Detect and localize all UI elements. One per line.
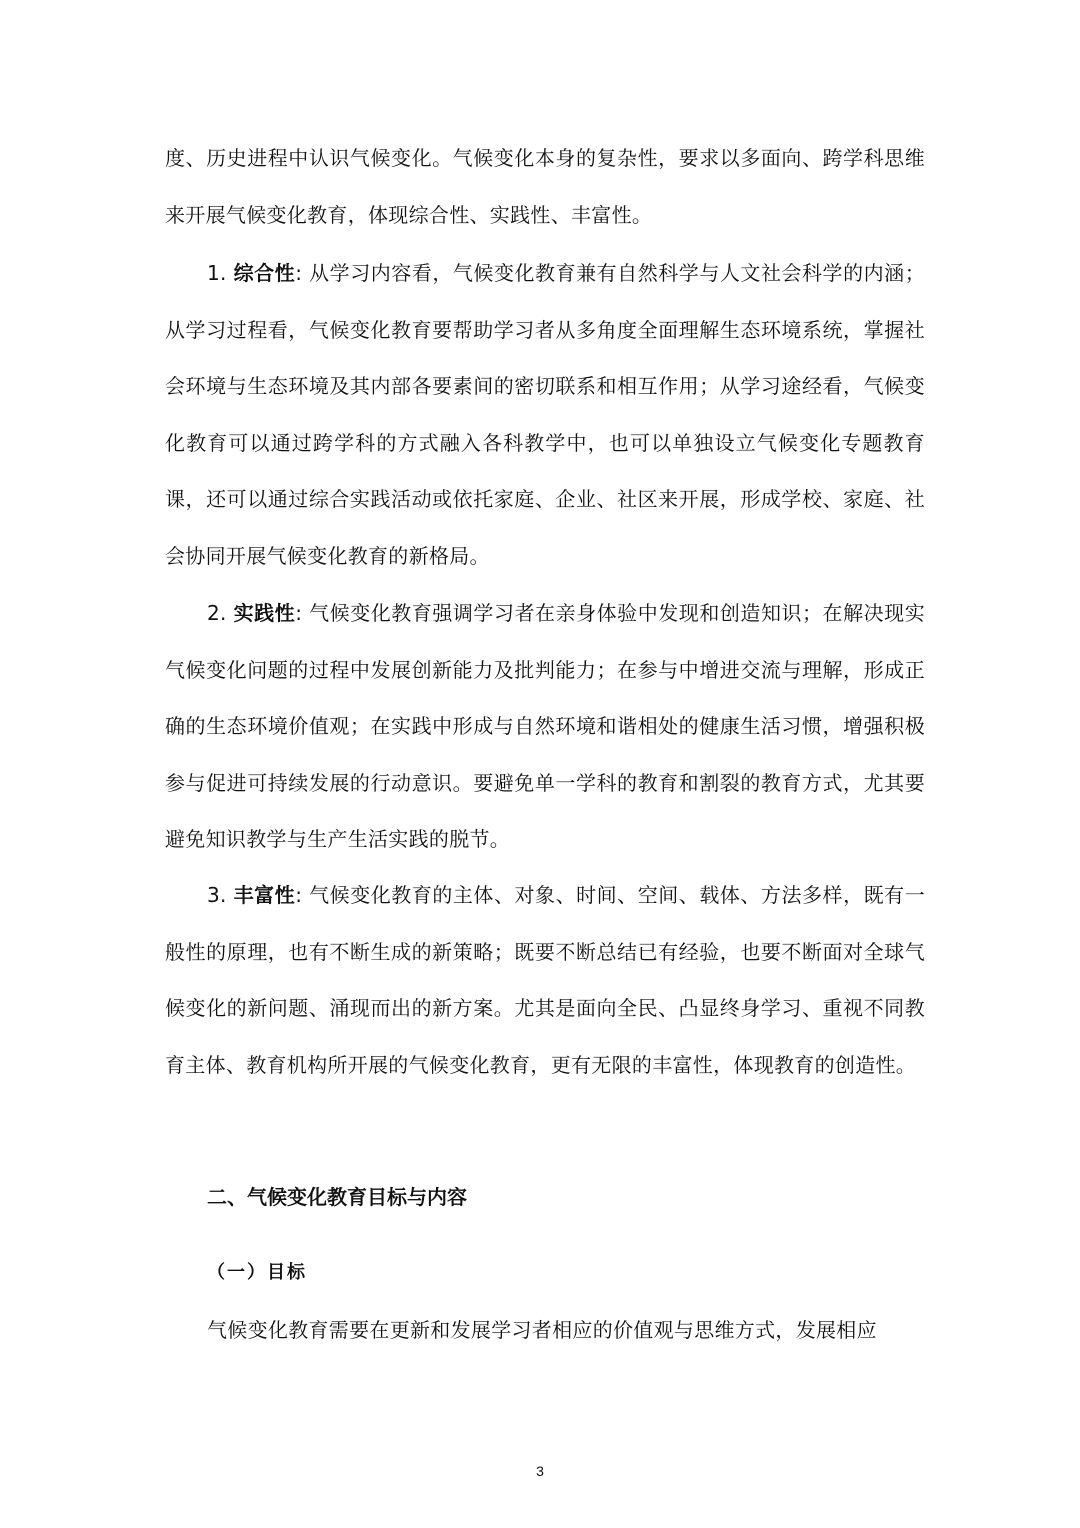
paragraph-intro-text: 度、历史进程中认识气候变化。气候变化本身的复杂性，要求以多面向、跨学科思维来开展气候变化教育，体现综合性、实践性、丰富性。 <box>165 146 925 227</box>
page-number: 3 <box>536 1463 544 1479</box>
paragraph-intro <box>165 130 925 243</box>
item-2-number: 2. <box>207 601 234 625</box>
item-1-title: 综合性 <box>233 261 296 285</box>
item-3-number: 3. <box>207 883 234 907</box>
section-heading: 二、气候变化教育目标与内容 <box>207 1185 467 1209</box>
paragraph-closing <box>165 1302 925 1359</box>
subsection-heading: （一）目标 <box>207 1262 307 1283</box>
paragraph-item-3 <box>165 867 925 1093</box>
item-1-number: 1. <box>207 261 234 285</box>
item-1-body: : 从学习内容看，气候变化教育兼有自然科学与人文社会科学的内涵；从学习过程看，气候变化教育要帮助学习者从多角度全面理解生态环境系统，掌握社会环境与生态环境及其内部各要素间的密切联系和相互作用；从学习途经看，气候变化教育可以通过跨学科的方式融入各科教学中，也可以单独设立气候变化专题教育课，还可以通过综合实践活动或依托家庭、企业、社区来开展，形成学校、家庭、社会协同开展气候变化教育的新格局。 <box>165 261 925 568</box>
paragraph-item-2 <box>165 585 925 868</box>
item-2-body: : 气候变化教育强调学习者在亲身体验中发现和创造知识；在解决现实气候变化问题的过程中发展创新能力及批判能力；在参与中增进交流与理解，形成正确的生态环境价值观；在实践中形成与自然环境和谐相处的健康生活习惯，增强积极参与促进可持续发展的行动意识。要避免单一学科的教育和割裂的教育方式，尤其要避免知识教学与生产生活实践的脱节。 <box>165 601 925 851</box>
item-2-title: 实践性 <box>233 601 296 625</box>
paragraph-closing-text: 气候变化教育需要在更新和发展学习者相应的价值观与思维方式，发展相应 <box>207 1318 877 1342</box>
item-3-body: : 气候变化教育的主体、对象、时间、空间、载体、方法多样，既有一般性的原理，也有不断生成的新策略；既要不断总结已有经验，也要不断面对全球气候变化的新问题、涌现而出的新方案。尤其是面向全民、凸显终身学习、重视不同教育主体、教育机构所开展的气候变化教育，更有无限的丰富性，体现教育的创造性。 <box>165 883 925 1077</box>
item-3-title: 丰富性 <box>233 883 296 907</box>
paragraph-item-1 <box>165 245 925 584</box>
